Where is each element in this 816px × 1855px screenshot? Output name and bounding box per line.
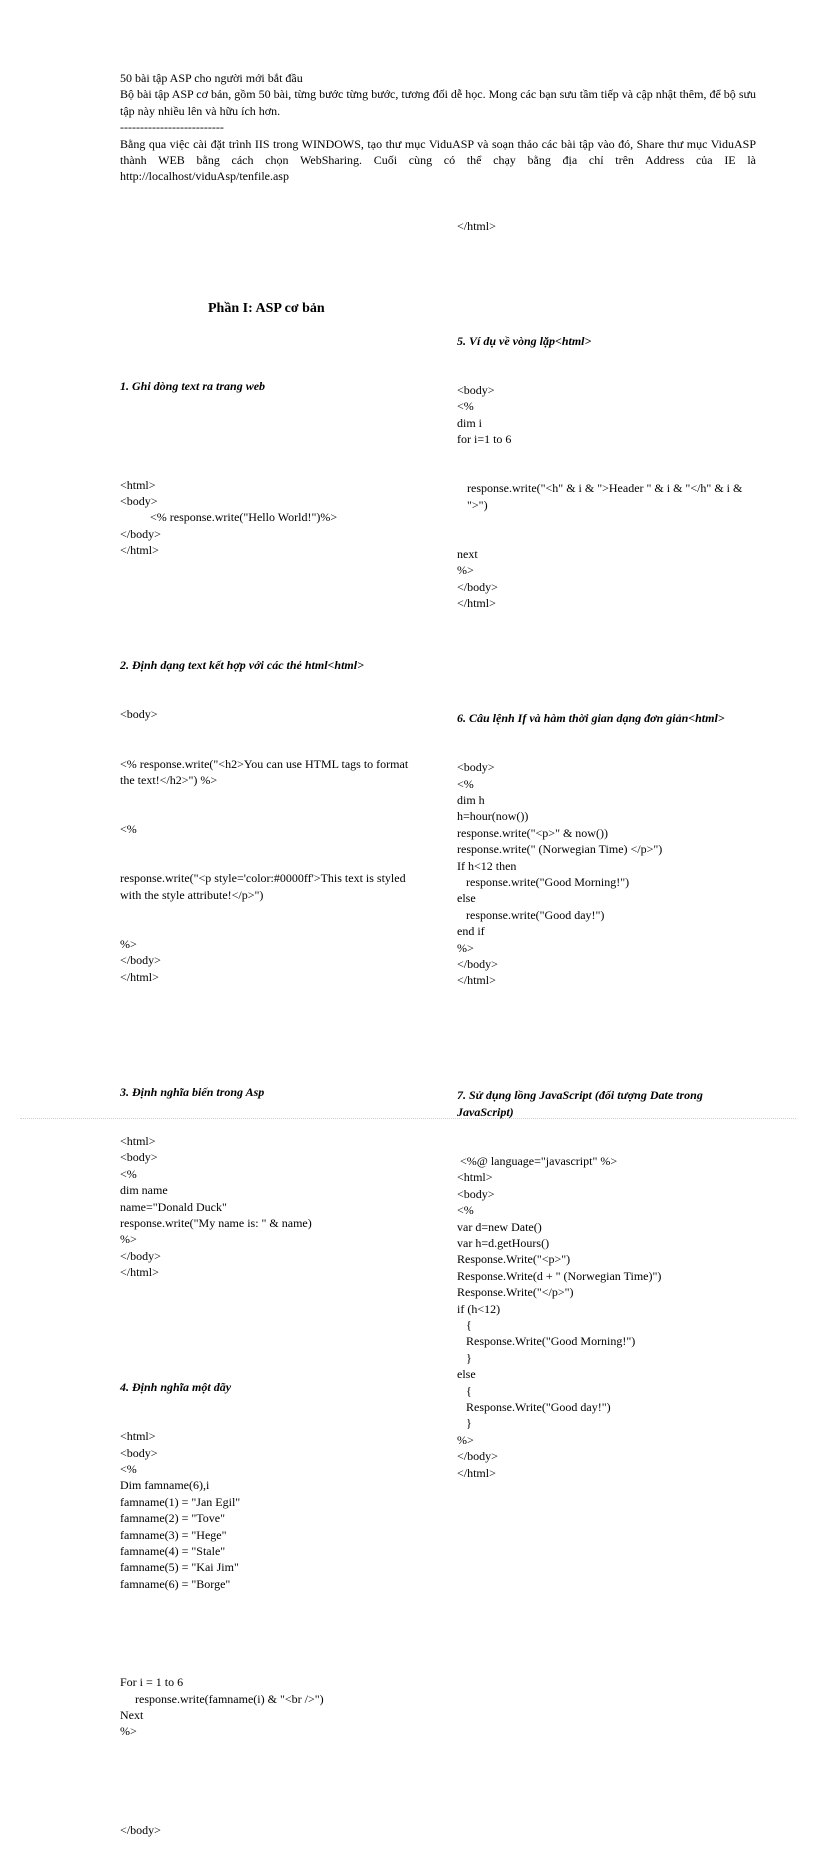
section-5-code: next %> </body> </html> xyxy=(457,546,498,611)
section-2-code: response.write("<p style='color:#0000ff'>This text is styled with the style attribute!</p>") xyxy=(120,871,406,902)
section-3-heading: 3. Định nghĩa biến trong Asp xyxy=(120,1084,265,1099)
section-5-code: response.write("<h" & i & ">Header " & i & "</h" & i & ">") xyxy=(467,481,743,512)
section-4-code-end: </body> xyxy=(120,1822,161,1837)
right-column xyxy=(457,185,757,1497)
section-4-code: <html> <body> <% Dim famname(6),i famname(1) = "Jan Egil" famname(2) = "Tove" famname(3) = "Hege" famname(4) = "Stale" famname(5) = "Kai Jim" famname(6) = "Borge" xyxy=(120,1429,241,1591)
section-2-code: %> </body> </html> xyxy=(120,937,161,984)
part-title: Phần I: ASP cơ bản xyxy=(208,300,325,316)
intro-paragraph-2: Bằng qua việc cài đặt trình IIS trong WINDOWS, tạo thư mục ViduASP và soạn thảo các bài tập vào đó, Share thư mục ViduASP thành WEB bằng cách chọn WebSharing. Cuối cùng có thể chạy bằng địa chỉ trên Address của IE là http://localhost/viduAsp/tenfile.asp xyxy=(120,136,756,184)
section-2-code: <% response.write("<h2>You can use HTML tags to format the text!</h2>") %> xyxy=(120,756,409,787)
section-1-heading: 1. Ghi dòng text ra trang web xyxy=(120,379,266,394)
page-bottom-rule xyxy=(20,1118,796,1119)
section-7-code: <%@ language="javascript" %> <html> <body> <% var d=new Date() var h=d.getHours() Response.Write("<p>") Response.Write(d + " (Norwegian Time)") Response.Write("</p>") if (h<12) { Response.Write("Good Morning!") } else { Response.Write("Good day!") } %> </body> </html> xyxy=(457,1153,662,1480)
section-2-code: <body> xyxy=(120,707,158,722)
section-6-code: <body> <% dim h h=hour(now()) response.write("<p>" & now()) response.write(" (Norwegian Time) </p>") If h<12 then response.write("Good Morning!") else response.write("Good day!") end if %> </body> </html> xyxy=(457,760,663,988)
section-1-code: <html> <body> <% response.write("Hello World!")%> </body> </html> xyxy=(120,477,338,558)
section-4-heading: 4. Định nghĩa một dãy xyxy=(120,1379,232,1394)
intro-paragraph-1: Bộ bài tập ASP cơ bản, gồm 50 bài, từng bước từng bước, tương đối dễ học. Mong các bạn sưu tầm tiếp và cập nhật thêm, để bộ sưu tập này nhiều lên và hữu ích hơn. xyxy=(120,87,756,118)
intro-block xyxy=(120,70,756,185)
section-5-code: <body> <% dim i for i=1 to 6 xyxy=(457,382,512,447)
section-3-code: <html> <body> <% dim name name="Donald Duck" response.write("My name is: " & name) %> </body> </html> xyxy=(120,1133,312,1280)
section-5-heading: 5. Ví dụ về vòng lặp<html> xyxy=(457,333,592,348)
intro-title: 50 bài tập ASP cho người mới bắt đầu xyxy=(120,71,303,85)
intro-divider: -------------------------- xyxy=(120,120,224,135)
section-2-code: <% xyxy=(120,822,137,837)
section-7-heading: 7. Sử dụng lồng JavaScript (đối tượng Date trong JavaScript) xyxy=(457,1088,703,1119)
section-4-closing-tag: </html> xyxy=(457,218,496,233)
section-6-heading: 6. Câu lệnh If và hàm thời gian dạng đơn giản<html> xyxy=(457,710,725,725)
section-2-heading: 2. Định dạng text kết hợp với các thẻ html<html> xyxy=(120,658,364,673)
left-column xyxy=(120,185,420,1855)
section-4-code-loop: For i = 1 to 6 response.write(famname(i) & "<br />") Next %> xyxy=(120,1675,324,1739)
